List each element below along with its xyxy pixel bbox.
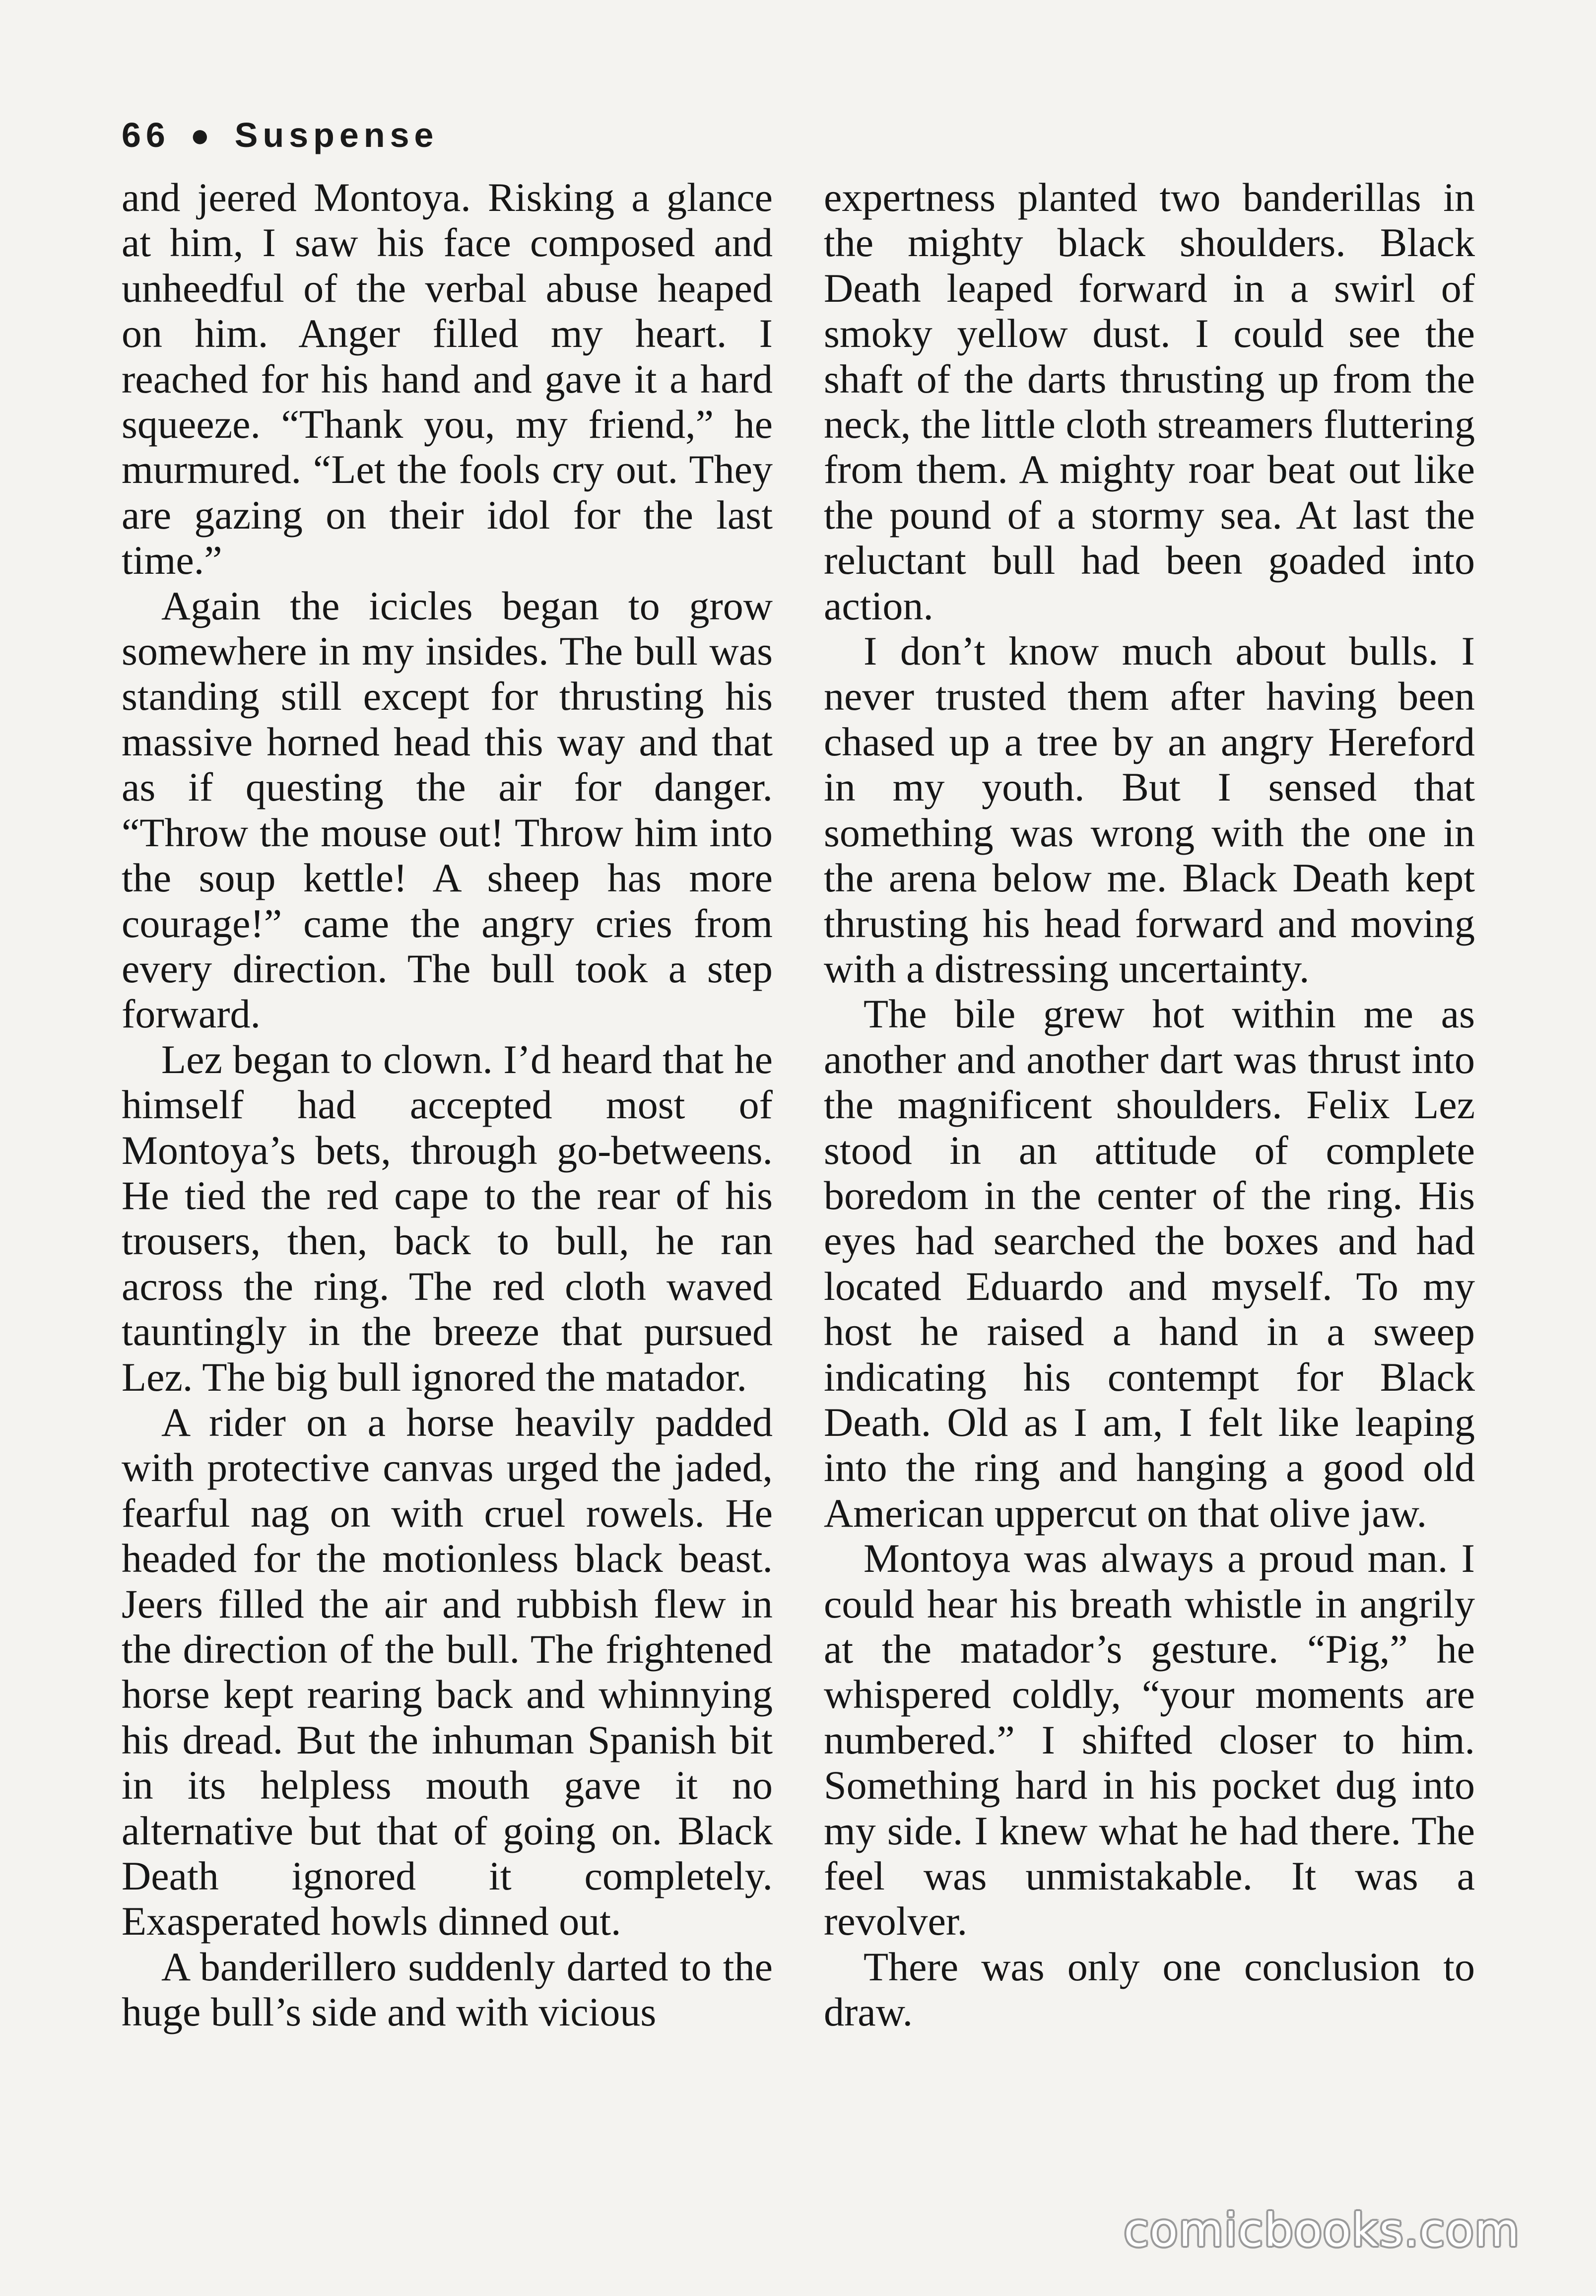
magazine-title: Suspense bbox=[234, 116, 439, 154]
bullet-separator: ● bbox=[190, 117, 215, 153]
paragraph: A rider on a horse heavily padded with protective canvas urged the jaded, fearful nag on with cruel rowels. He headed for the motionless black beast. Jeers filled the air and rubbish flew in the direction of the bull. The frightened horse kept rearing back and whinnying his dread. But the inhuman Spanish bit in its helpless mouth gave it no alternative but that of going on. Black Death ignored it completely. Exasperated howls dinned out. bbox=[122, 1399, 773, 1944]
paragraph: A banderillero suddenly darted to the huge bull’s side and with vicious bbox=[122, 1944, 773, 2035]
watermark: comicbooks.com bbox=[1124, 2204, 1520, 2257]
paragraph: I don’t know much about bulls. I never trusted them after having been chased up a tree by an angry Hereford in my youth. But I sensed that something was wrong with the one in the arena below me. Black Death kept thrusting his head forward and moving with a distressing uncertainty. bbox=[824, 628, 1475, 991]
paragraph: and jeered Montoya. Risking a glance at him, I saw his face composed and unheedful of the verbal abuse heaped on him. Anger filled my heart. I reached for his hand and gave it a hard squeeze. “Thank you, my friend,” he murmured. “Let the fools cry out. They are gazing on their idol for the last time.” bbox=[122, 175, 773, 583]
paragraph: There was only one conclusion to draw. bbox=[824, 1944, 1475, 2035]
running-header bbox=[122, 110, 438, 160]
page-number: 66 bbox=[122, 116, 170, 154]
paragraph: Lez began to clown. I’d heard that he himself had accepted most of Montoya’s bets, through go-betweens. He tied the red cape to the rear of his trousers, then, back to bull, he ran across the ring. The red cloth waved tauntingly in the breeze that pursued Lez. The big bull ignored the matador. bbox=[122, 1036, 773, 1400]
paragraph: The bile grew hot within me as another and another dart was thrust into the magnificent shoulders. Felix Lez stood in an attitude of complete boredom in the center of the ring. His eyes had searched the boxes and had located Eduardo and myself. To my host he raised a hand in a sweep indicating his contempt for Black Death. Old as I am, I felt like leaping into the ring and hanging a good old American uppercut on that olive jaw. bbox=[824, 991, 1475, 1536]
paragraph: expertness planted two banderillas in the mighty black shoulders. Black Death leaped forward in a swirl of smoky yellow dust. I could see the shaft of the darts thrusting up from the neck, the little cloth streamers fluttering from them. A mighty roar beat out like the pound of a stormy sea. At last the reluctant bull had been goaded into action. bbox=[824, 175, 1475, 628]
paragraph: Again the icicles began to grow somewhere in my insides. The bull was standing still except for thrusting his massive horned head this way and that as if questing the air for danger. “Throw the mouse out! Throw him into the soup kettle! A sheep has more courage!” came the angry cries from every direction. The bull took a step forward. bbox=[122, 583, 773, 1037]
right-column bbox=[824, 175, 1475, 2035]
left-column bbox=[122, 175, 773, 2035]
paragraph: Montoya was always a proud man. I could hear his breath whistle in angrily at the matador’s gesture. “Pig,” he whispered coldly, “your moments are numbered.” I shifted closer to him. Something hard in his pocket dug into my side. I knew what he had there. The feel was unmistakable. It was a revolver. bbox=[824, 1536, 1475, 1944]
